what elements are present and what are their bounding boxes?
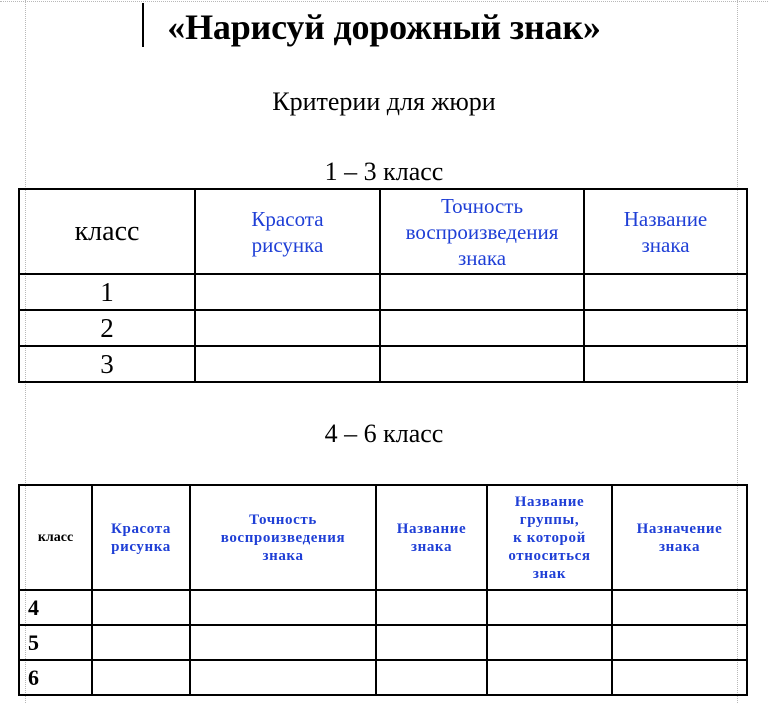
- document-subtitle[interactable]: Критерии для жюри: [272, 87, 496, 116]
- grade-cell[interactable]: 2: [19, 310, 195, 346]
- score-cell[interactable]: [195, 274, 380, 310]
- score-cell[interactable]: [195, 346, 380, 382]
- grade-cell[interactable]: 5: [19, 625, 92, 660]
- score-cell[interactable]: [376, 660, 487, 695]
- score-cell[interactable]: [584, 274, 747, 310]
- header-cell-grade[interactable]: класс: [19, 189, 195, 274]
- header-cell-sign-group[interactable]: Название группы, к которой относиться знак: [487, 485, 612, 590]
- table-row: [19, 625, 747, 660]
- score-cell[interactable]: [376, 590, 487, 625]
- header-cell-reproduction-accuracy[interactable]: Точность воспроизведения знака: [190, 485, 376, 590]
- header-cell-drawing-beauty[interactable]: Красота рисунка: [195, 189, 380, 274]
- score-cell[interactable]: [190, 660, 376, 695]
- score-cell[interactable]: [92, 660, 190, 695]
- header-cell-sign-name[interactable]: Название знака: [584, 189, 747, 274]
- document-title[interactable]: «Нарисуй дорожный знак»: [167, 7, 601, 47]
- header-cell-sign-name[interactable]: Название знака: [376, 485, 487, 590]
- score-cell[interactable]: [612, 590, 747, 625]
- grade-cell[interactable]: 6: [19, 660, 92, 695]
- header-cell-grade[interactable]: класс: [19, 485, 92, 590]
- score-cell[interactable]: [92, 625, 190, 660]
- section-heading-grades-1-3[interactable]: 1 – 3 класс: [324, 157, 444, 186]
- grade-cell[interactable]: 4: [19, 590, 92, 625]
- criteria-table-grades-1-3[interactable]: [18, 188, 748, 383]
- score-cell[interactable]: [612, 625, 747, 660]
- grade-cell[interactable]: 1: [19, 274, 195, 310]
- section-heading-grades-4-6[interactable]: 4 – 6 класс: [324, 419, 444, 448]
- score-cell[interactable]: [190, 625, 376, 660]
- score-cell[interactable]: [612, 660, 747, 695]
- criteria-table-grades-4-6[interactable]: [18, 484, 748, 696]
- score-cell[interactable]: [380, 310, 584, 346]
- score-cell[interactable]: [190, 590, 376, 625]
- table-header-row: [19, 189, 747, 274]
- score-cell[interactable]: [195, 310, 380, 346]
- header-cell-drawing-beauty[interactable]: Красота рисунка: [92, 485, 190, 590]
- header-cell-reproduction-accuracy[interactable]: Точность воспроизведения знака: [380, 189, 584, 274]
- score-cell[interactable]: [92, 590, 190, 625]
- table-row: [19, 590, 747, 625]
- score-cell[interactable]: [584, 310, 747, 346]
- score-cell[interactable]: [487, 590, 612, 625]
- table-row: [19, 660, 747, 695]
- table-header-row: [19, 485, 747, 590]
- score-cell[interactable]: [487, 660, 612, 695]
- score-cell[interactable]: [380, 274, 584, 310]
- grade-cell[interactable]: 3: [19, 346, 195, 382]
- header-cell-sign-purpose[interactable]: Назначение знака: [612, 485, 747, 590]
- table-row: [19, 274, 747, 310]
- score-cell[interactable]: [487, 625, 612, 660]
- score-cell[interactable]: [380, 346, 584, 382]
- score-cell[interactable]: [376, 625, 487, 660]
- score-cell[interactable]: [584, 346, 747, 382]
- table-row: [19, 310, 747, 346]
- table-row: [19, 346, 747, 382]
